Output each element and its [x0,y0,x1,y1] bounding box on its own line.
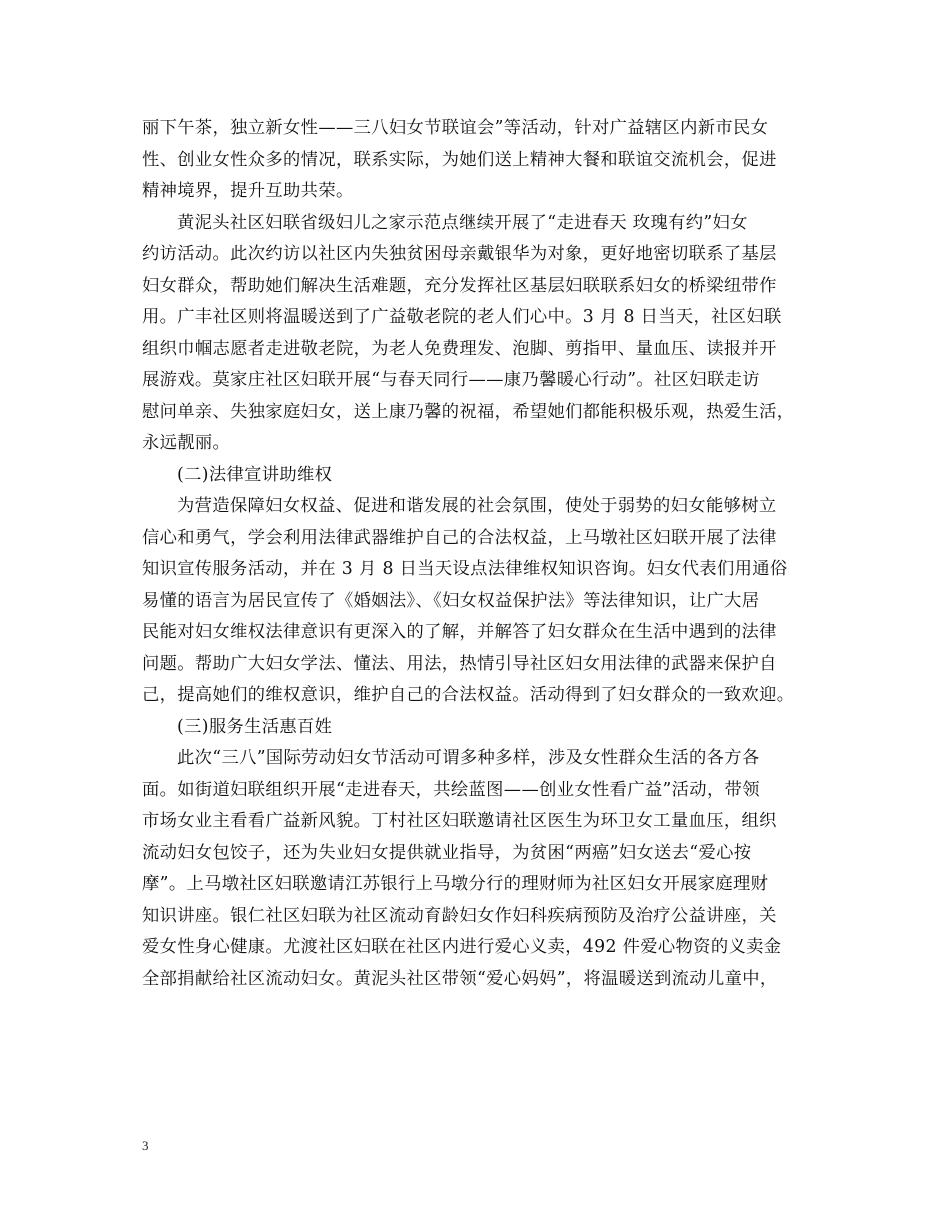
text-line: 摩”。上马墩社区妇联邀请江苏银行上马墩分行的理财师为社区妇女开展家庭理财 [142,874,769,894]
section-heading-legal [142,460,822,492]
text-line: 永远靓丽。 [142,433,231,453]
text-line: 信心和勇气，学会利用法律武器维护自己的合法权益，上马墩社区妇联开展了法律 [142,527,777,548]
text-line: 用。广丰社区则将温暖送到了广益敬老院的老人们心中。3 月 8 日当天，社区妇联 [142,307,782,327]
text-line: 面。如街道妇联组织开展“走进春天，共绘蓝图——创业女性看广益”活动，带领 [142,779,760,800]
text-line: 易懂的语言为居民宣传了《婚姻法》、《妇女权益保护法》等法律知识，让广大居 [142,590,760,611]
heading-line: (二)法律宣讲助维权 [177,464,333,485]
section-heading-service [142,712,822,744]
paragraph-continuation [142,113,822,208]
text-line: 慰问单亲、失独家庭妇女，送上康乃馨的祝福，希望她们都能积极乐观，热爱生活， [142,401,795,422]
text-line: 己，提高她们的维权意识，维护自己的合法权益。活动得到了妇女群众的一致欢迎。 [142,685,795,705]
heading-line: (三)服务生活惠百姓 [177,716,333,737]
paragraph-service [142,743,822,995]
page-number: 3 [142,1138,149,1153]
text-line: 知识讲座。银仁社区妇联为社区流动育龄妇女作妇科疾病预防及治疗公益讲座，关 [142,905,777,926]
text-line: 精神境界，提升互助共荣。 [142,181,354,201]
text-line: 问题。帮助广大妇女学法、懂法、用法，热情引导社区妇女用法律的武器来保护自 [142,653,777,674]
text-line: 约访活动。此次约访以社区内失独贫困母亲戴银华为对象，更好地密切联系了基层 [142,244,777,264]
document-body [142,113,822,995]
text-line: 黄泥头社区妇联省级妇儿之家示范点继续开展了“走进春天 玫瑰有约”妇女 [177,212,748,233]
text-line: 爱女性身心健康。尤渡社区妇联在社区内进行爱心义卖，492 件爱心物资的义卖金 [142,937,782,957]
text-line: 市场女业主看看广益新风貌。丁村社区妇联邀请社区医生为环卫女工量血压，组织 [142,811,777,831]
text-line: 为营造保障妇女权益、促进和谐发展的社会氛围，使处于弱势的妇女能够树立 [177,496,777,516]
text-line: 性、创业女性众多的情况，联系实际，为她们送上精神大餐和联谊交流机会，促进 [142,149,777,170]
text-line: 丽下午茶，独立新女性——三八妇女节联谊会”等活动，针对广益辖区内新市民女 [142,118,769,138]
text-line: 组织巾帼志愿者走进敬老院，为老人免费理发、泡脚、剪指甲、量血压、读报并开 [142,338,777,359]
paragraph-huangnitou [142,208,822,460]
text-line: 知识宣传服务活动，并在 3 月 8 日当天设点法律维权知识咨询。妇女代表们用通俗 [142,559,788,579]
text-line: 此次“三八”国际劳动妇女节活动可谓多种多样，涉及女性群众生活的各方各 [177,748,760,768]
text-line: 流动妇女包饺子，还为失业妇女提供就业指导，为贫困“两癌”妇女送去“爱心按 [142,842,752,863]
text-line: 民能对妇女维权法律意识有更深入的了解，并解答了妇女群众在生活中遇到的法律 [142,622,777,642]
text-line: 妇女群众，帮助她们解决生活难题，充分发挥社区基层妇联联系妇女的桥梁纽带作 [142,275,777,296]
text-line: 全部捐献给社区流动妇女。黄泥头社区带领“爱心妈妈”，将温暖送到流动儿童中， [142,968,778,989]
text-line: 展游戏。莫家庄社区妇联开展“与春天同行——康乃馨暖心行动”。社区妇联走访 [142,370,760,390]
paragraph-legal [142,491,822,712]
